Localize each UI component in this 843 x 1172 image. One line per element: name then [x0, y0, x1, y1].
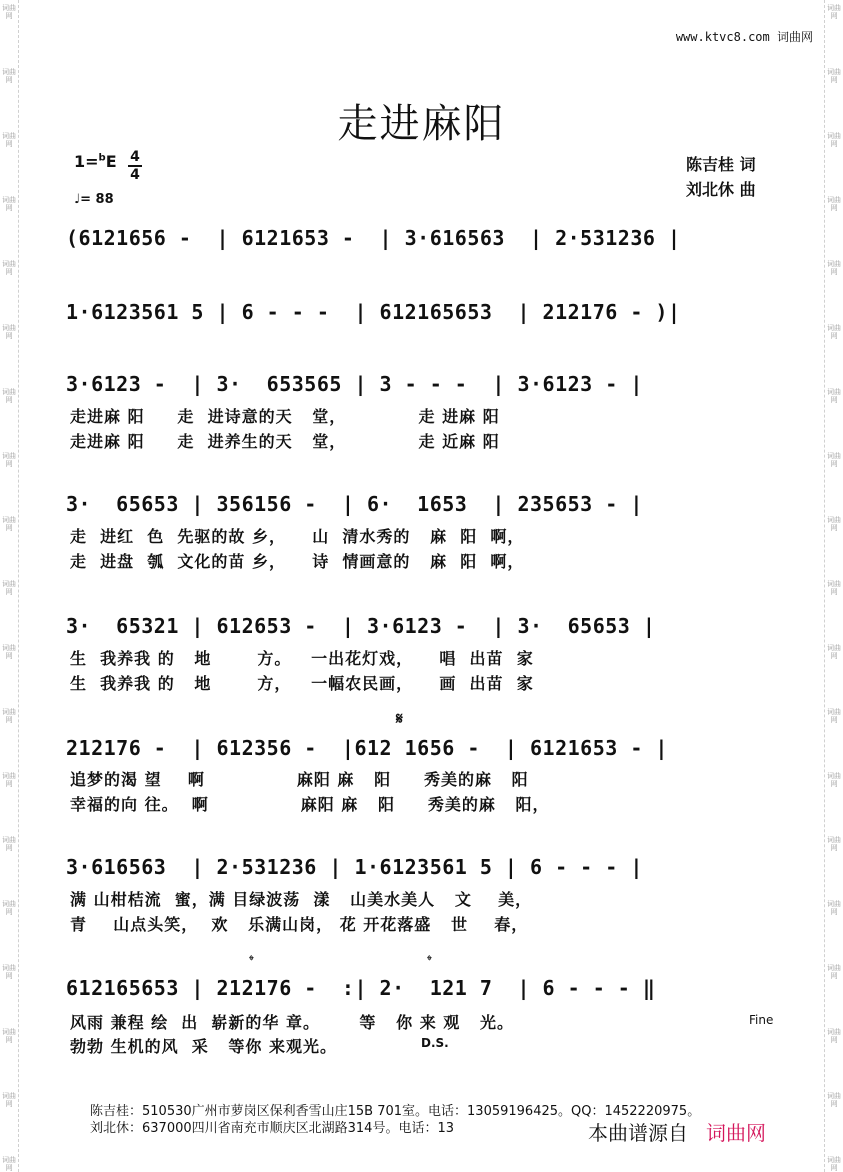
key-note: E	[105, 152, 117, 171]
segno-icon: 𝄋	[396, 709, 403, 728]
source-label: 本曲谱源自	[588, 1121, 688, 1145]
watermark-text: 词曲网	[2, 68, 16, 84]
watermark-text: 词曲网	[2, 196, 16, 212]
site-header[interactable]	[676, 28, 813, 45]
notation-system-4: 3· 65653 | 356156 - | 6· 1653 | 235653 - |	[66, 492, 643, 516]
watermark-text: 词曲网	[827, 324, 841, 340]
watermark-text: 词曲网	[2, 836, 16, 852]
watermark-text: 词曲网	[827, 452, 841, 468]
watermark-text: 词曲网	[827, 68, 841, 84]
lyrics-verse-2: 走进麻 阳 走 进养生的天 堂， 走 近麻 阳	[70, 432, 500, 451]
tempo-mark	[74, 192, 114, 207]
watermark-text: 词曲网	[2, 260, 16, 276]
contact-lyricist: 陈吉桂：510530广州市萝岗区保利香雪山庄15B 701室。电话：13059196425。QQ：1452220975。	[90, 1104, 701, 1119]
quarter-note-icon: ♩	[74, 192, 81, 207]
key-signature	[74, 152, 117, 171]
notation-system-3: 3·6123 - | 3· 653565 | 3 - - - | 3·6123 - |	[66, 372, 643, 396]
lyrics-verse-2: 生 我养我 的 地 方， 一幅农民画， 画 出苗 家	[70, 674, 534, 693]
lyrics-verse-1: 满 山柑桔流 蜜，满 目绿波荡 漾 山美水美人 文 美，	[70, 890, 533, 909]
watermark-text: 词曲网	[827, 964, 841, 980]
tempo-value: = 88	[80, 192, 114, 207]
lyrics-verse-2: 勃勃 生机的风 采 等你 来观光。	[70, 1037, 337, 1056]
watermark-text: 词曲网	[2, 708, 16, 724]
notation-system-8: 612165653 | 212176 - :| 2· 121 7 | 6 - - - ‖	[66, 976, 656, 1000]
time-signature-bottom: 4	[130, 167, 140, 183]
fine-mark: Fine	[749, 1013, 774, 1027]
key-prefix: 1=	[74, 152, 99, 171]
source-note	[588, 1117, 766, 1146]
watermark-text: 词曲网	[2, 900, 16, 916]
watermark-text: 词曲网	[827, 260, 841, 276]
notation-system-7: 3·616563 | 2·531236 | 1·6123561 5 | 6 - - - |	[66, 855, 643, 879]
lyrics-verse-2: 走 进盘 瓠 文化的苗 乡， 诗 情画意的 麻 阳 啊，	[70, 552, 525, 571]
lyrics-verse-1: 走进麻 阳 走 进诗意的天 堂， 走 进麻 阳	[70, 407, 500, 426]
lyrics-verse-1: 走 进红 色 先驱的故 乡， 山 清水秀的 麻 阳 啊，	[70, 527, 525, 546]
watermark-text: 词曲网	[827, 1092, 841, 1108]
watermark-text: 词曲网	[827, 196, 841, 212]
watermark-text: 词曲网	[827, 4, 841, 20]
coda-icon: 𝄌	[249, 953, 254, 969]
watermark-text: 词曲网	[827, 516, 841, 532]
notation-system-1: (6121656 - | 6121653 - | 3·616563 | 2·531236 |	[66, 226, 681, 250]
left-watermark-strip	[0, 0, 19, 1172]
watermark-text: 词曲网	[827, 644, 841, 660]
site-url[interactable]: www.ktvc8.com	[675, 30, 770, 44]
watermark-text: 词曲网	[827, 708, 841, 724]
watermark-text: 词曲网	[2, 1028, 16, 1044]
watermark-text: 词曲网	[2, 4, 16, 20]
notation-system-5: 3· 65321 | 612653 - | 3·6123 - | 3· 65653 |	[66, 614, 656, 638]
watermark-text: 词曲网	[827, 388, 841, 404]
dal-segno-mark: D.S.	[421, 1036, 449, 1050]
watermark-text: 词曲网	[827, 132, 841, 148]
watermark-text: 词曲网	[827, 836, 841, 852]
site-name[interactable]: 词曲网	[776, 30, 813, 44]
contact-composer: 刘北休：637000四川省南充市顺庆区北湖路314号。电话：13	[90, 1121, 454, 1136]
watermark-text: 词曲网	[2, 964, 16, 980]
lyrics-verse-1: 风雨 兼程 绘 出 崭新的华 章。 等 你 来 观 光。	[70, 1013, 514, 1032]
lyricist-credit: 陈吉桂 词	[686, 155, 756, 174]
composer-credit: 刘北休 曲	[686, 180, 756, 199]
watermark-text: 词曲网	[827, 1028, 841, 1044]
key-accidental: b	[98, 152, 106, 164]
watermark-text: 词曲网	[827, 900, 841, 916]
watermark-text: 词曲网	[2, 580, 16, 596]
watermark-text: 词曲网	[2, 388, 16, 404]
time-signature-top: 4	[130, 149, 140, 165]
lyrics-verse-1: 追梦的渴 望 啊 麻阳 麻 阳 秀美的麻 阳	[70, 770, 529, 789]
watermark-text: 词曲网	[827, 1156, 841, 1172]
watermark-text: 词曲网	[827, 772, 841, 788]
watermark-text: 词曲网	[827, 580, 841, 596]
lyrics-verse-2: 青 山点头笑， 欢 乐满山岗， 花 开花落盛 世 春，	[70, 915, 529, 934]
watermark-text: 词曲网	[2, 1156, 16, 1172]
watermark-text: 词曲网	[2, 324, 16, 340]
time-signature	[128, 150, 142, 182]
notation-system-6: 212176 - | 612356 - |612 1656 - | 6121653 - |	[66, 736, 668, 760]
coda-icon: 𝄌	[427, 953, 432, 969]
lyrics-verse-2: 幸福的向 往。 啊 麻阳 麻 阳 秀美的麻 阳，	[70, 795, 550, 814]
notation-system-2: 1·6123561 5 | 6 - - - | 612165653 | 212176 - )|	[66, 300, 681, 324]
song-title: 走进麻阳	[337, 101, 506, 147]
watermark-text: 词曲网	[2, 132, 16, 148]
source-brand-link[interactable]: 词曲网	[706, 1121, 766, 1145]
watermark-text: 词曲网	[2, 516, 16, 532]
watermark-text: 词曲网	[2, 452, 16, 468]
watermark-text: 词曲网	[2, 772, 16, 788]
lyrics-verse-1: 生 我养我 的 地 方。 一出花灯戏， 唱 出苗 家	[70, 649, 534, 668]
watermark-text: 词曲网	[2, 644, 16, 660]
watermark-text: 词曲网	[2, 1092, 16, 1108]
right-watermark-strip	[824, 0, 843, 1172]
